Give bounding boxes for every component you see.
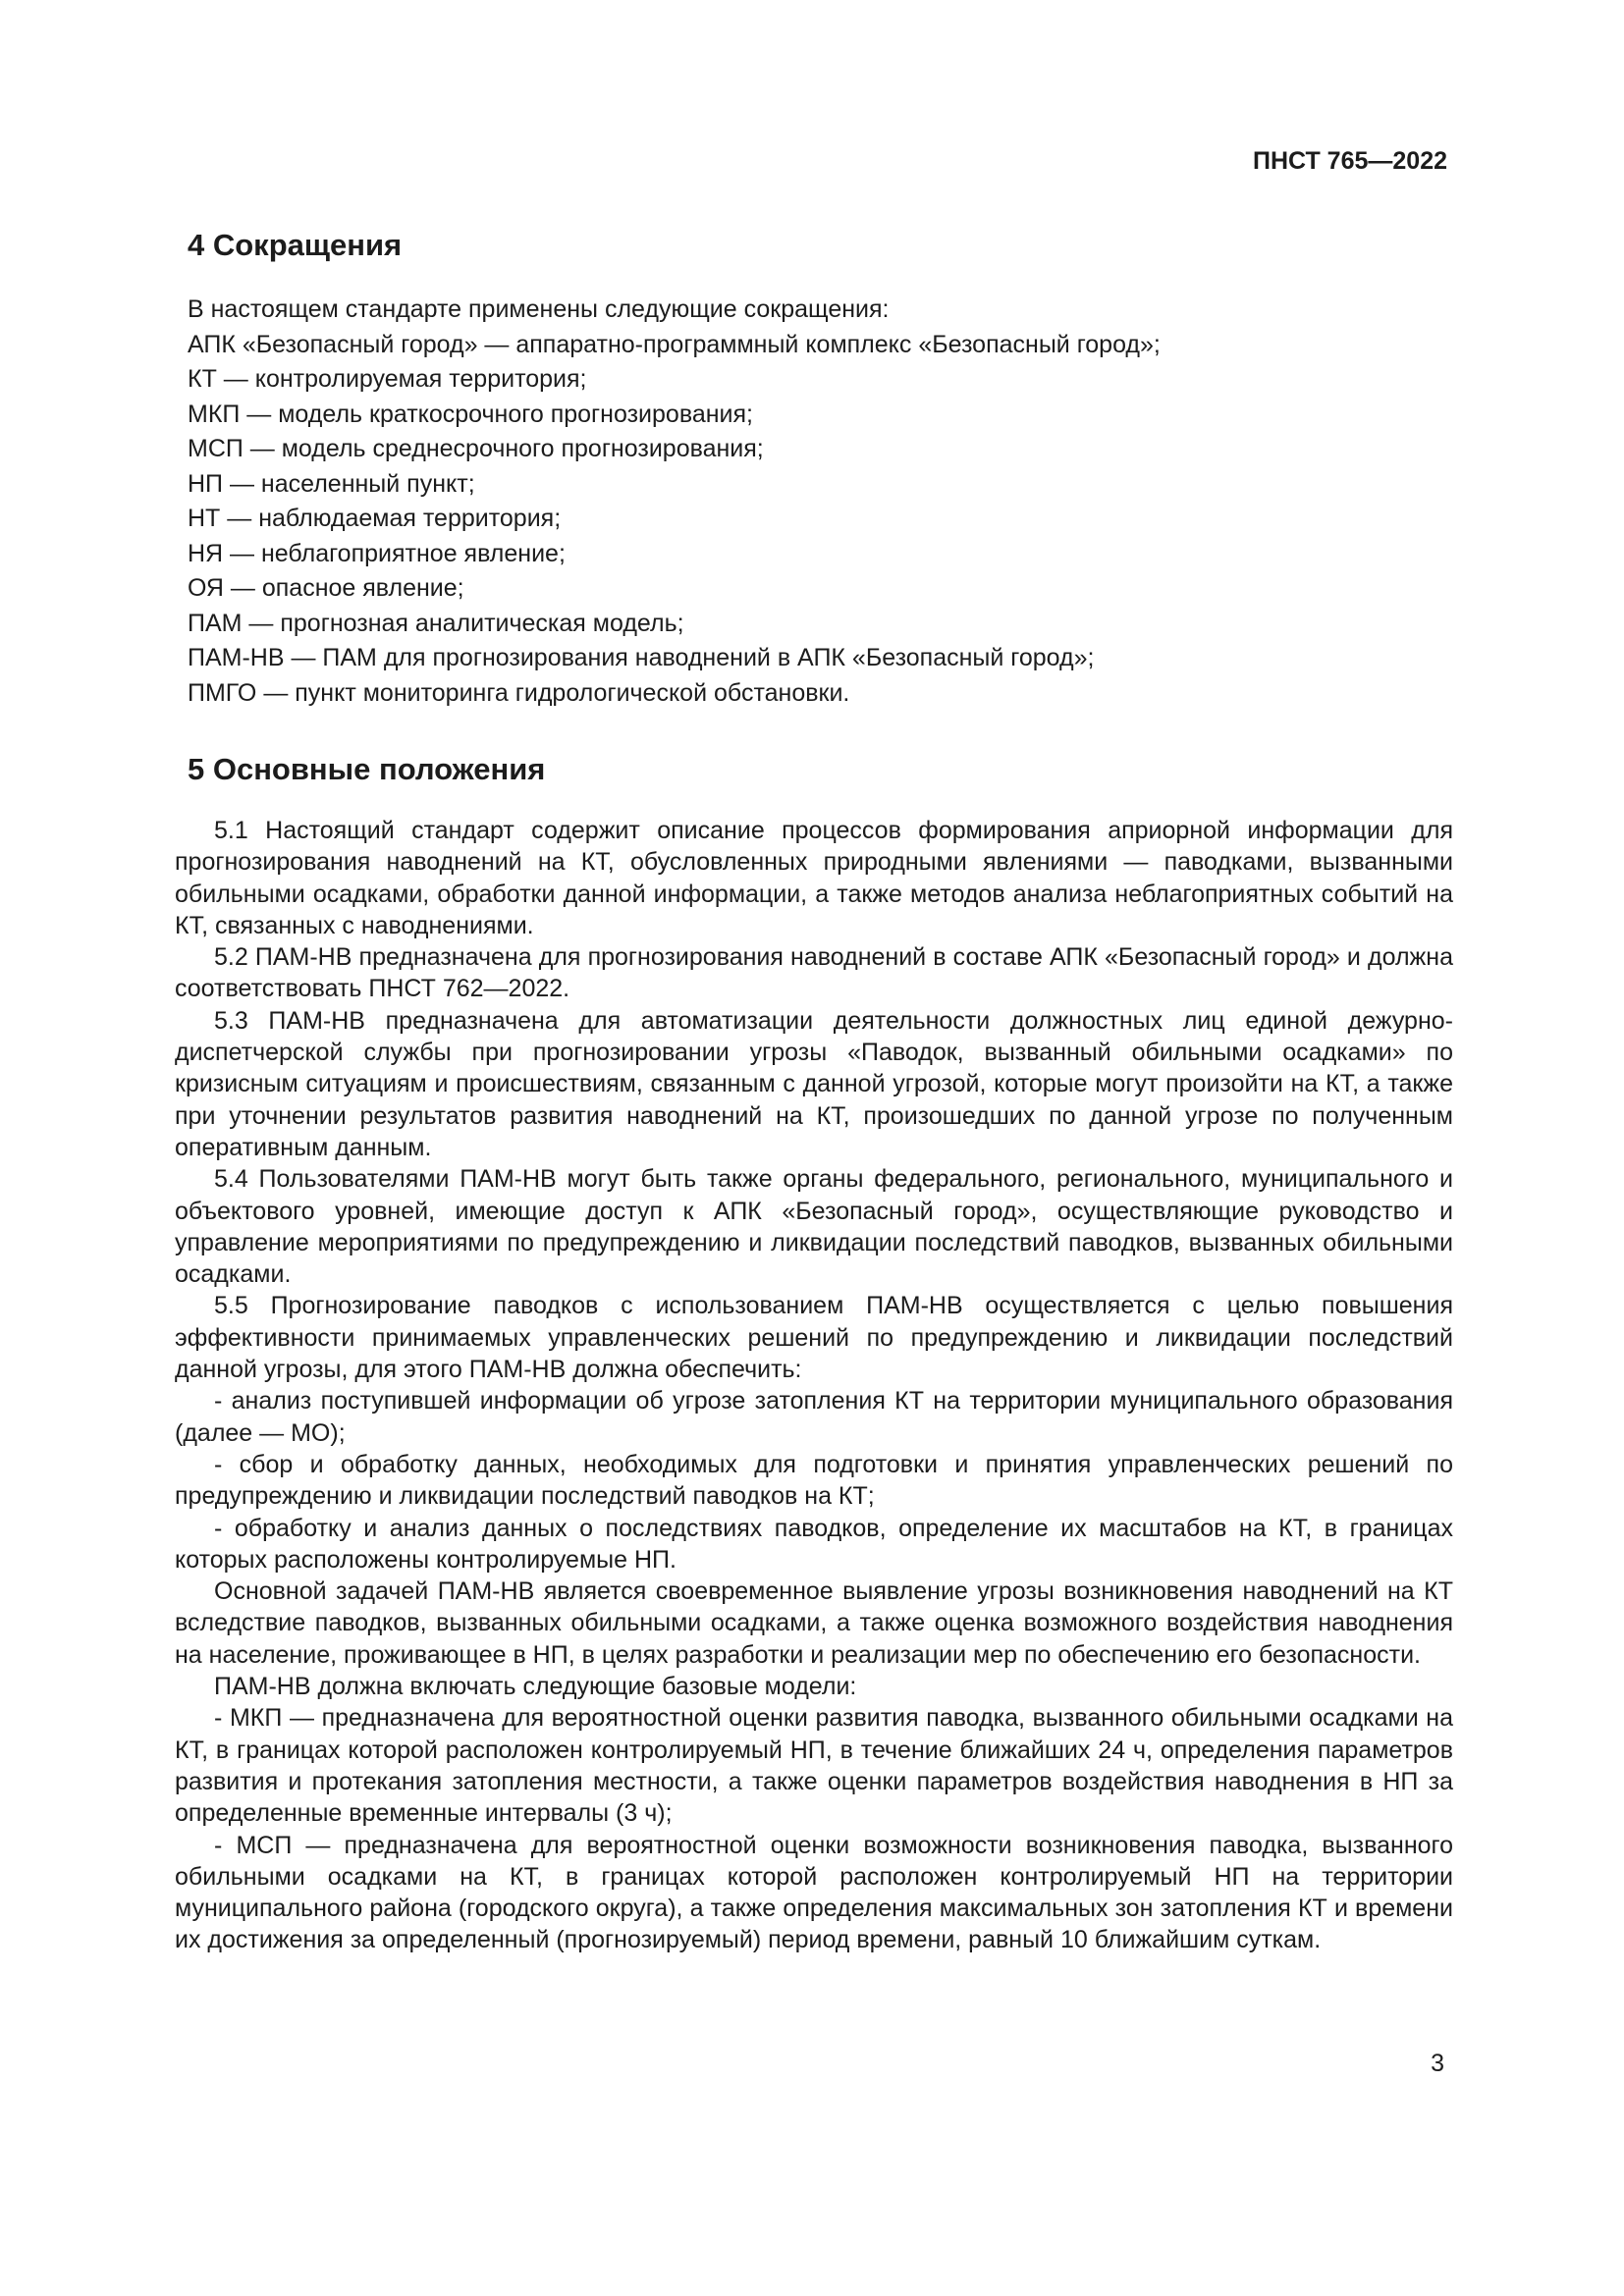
- abbreviation-item: ПАМ — прогнозная аналитическая модель;: [188, 609, 684, 637]
- list-item-paragraph: - сбор и обработку данных, необходимых для подготовки и принятия управленческих решений по предупреждению и ликвидации последствий паводков на КТ;: [175, 1450, 1453, 1511]
- page-number: 3: [1431, 2050, 1444, 2077]
- paragraph-5-1: 5.1 Настоящий стандарт содержит описание процессов формирования априорной информации для прогнозирования наводнений на КТ, обусловленных природными явлениями — паводками, вызванными обильными осадками, обработки данной информации, а также методов анализа неблагоприятных событий на КТ, связанных с наводнениями.: [175, 817, 1453, 939]
- abbreviation-item: ПАМ-НВ — ПАМ для прогнозирования наводнений в АПК «Безопасный город»;: [188, 644, 1095, 671]
- abbreviation-item: НТ — наблюдаемая территория;: [188, 505, 562, 532]
- list-item-paragraph: - анализ поступившей информации об угрозе затопления КТ на территории муниципального образования (далее — МО);: [175, 1387, 1453, 1447]
- abbreviation-item: КТ — контролируемая территория;: [188, 365, 587, 393]
- page-content: [175, 228, 1453, 1956]
- section-5-body: [175, 815, 1453, 1956]
- list-item-paragraph: - обработку и анализ данных о последствиях паводков, определение их масштабов на КТ, в границах которых расположены контролируемые НП.: [175, 1514, 1453, 1574]
- abbreviations-intro: В настоящем стандарте применены следующие сокращения:: [188, 295, 890, 323]
- document-id: ПНСТ 765—2022: [1253, 147, 1447, 175]
- abbreviations-list: [188, 293, 1453, 711]
- abbreviation-item: НП — населенный пункт;: [188, 469, 475, 498]
- main-task-paragraph: Основной задачей ПАМ-НВ является своевременное выявление угрозы возникновения наводнений на КТ вследствие паводков, вызванных обильными осадками, а также оценка возможного воздействия наводнения на население, проживающее в НП, в целях разработки и реализации мер по обеспечению его безопасности.: [175, 1577, 1453, 1669]
- paragraph-5-3: 5.3 ПАМ-НВ предназначена для автоматизации деятельности должностных лиц единой дежурно-диспетчерской службы при прогнозировании угрозы «Паводок, вызванный обильными осадками» по кризисным ситуациям и происшествиям, связанным с данной угрозой, которые могут произойти на КТ, а также при уточнении результатов развития наводнений на КТ, произошедших по данной угрозе по полученным оперативным данным.: [175, 1006, 1453, 1161]
- section-4-heading: 4 Сокращения: [188, 228, 403, 262]
- abbreviation-item: МСП — модель среднесрочного прогнозирования;: [188, 435, 764, 462]
- abbreviation-item: МКП — модель краткосрочного прогнозирования;: [188, 400, 753, 428]
- paragraph-5-2: 5.2 ПАМ-НВ предназначена для прогнозирования наводнений в составе АПК «Безопасный город» и должна соответствовать ПНСТ 762—2022.: [175, 943, 1453, 1003]
- section-5-heading: 5 Основные положения: [188, 752, 546, 786]
- abbreviation-item: ОЯ — опасное явление;: [188, 574, 464, 602]
- paragraph-5-4: 5.4 Пользователями ПАМ-НВ могут быть также органы федерального, регионального, муниципального и объектового уровней, имеющие доступ к АПК «Безопасный город», осуществляющие руководство и управление мероприятиями по предупреждению и ликвидации последствий паводков, вызванных обильными осадками.: [175, 1165, 1453, 1289]
- abbreviation-item: АПК «Безопасный город» — аппаратно-программный комплекс «Безопасный город»;: [188, 330, 1161, 358]
- abbreviation-item: ПМГО — пункт мониторинга гидрологической обстановки.: [188, 678, 850, 707]
- abbreviation-item: НЯ — неблагоприятное явление;: [188, 539, 566, 567]
- base-models-intro: ПАМ-НВ должна включать следующие базовые модели:: [214, 1673, 857, 1701]
- model-mkp-paragraph: - МКП — предназначена для вероятностной оценки развития паводка, вызванного обильными осадками на КТ, в границах которой расположен контролируемый НП, в течение ближайших 24 ч, определения параметров развития и протекания затопления местности, а также оценки параметров воздействия наводнения в НП за определенные временные интервалы (3 ч);: [175, 1704, 1453, 1828]
- paragraph-5-5: 5.5 Прогнозирование паводков с использованием ПАМ-НВ осуществляется с целью повышения эффективности принимаемых управленческих решений по предупреждению и ликвидации последствий данной угрозы, для этого ПАМ-НВ должна обеспечить:: [175, 1292, 1453, 1384]
- model-msp-paragraph: - МСП — предназначена для вероятностной оценки возможности возникновения паводка, вызванного обильными осадками на КТ, в границах которой расположен контролируемый НП на территории муниципального района (городского округа), а также определения максимальных зон затопления КТ и времени их достижения за определенный (прогнозируемый) период времени, равный 10 ближайшим суткам.: [175, 1831, 1453, 1954]
